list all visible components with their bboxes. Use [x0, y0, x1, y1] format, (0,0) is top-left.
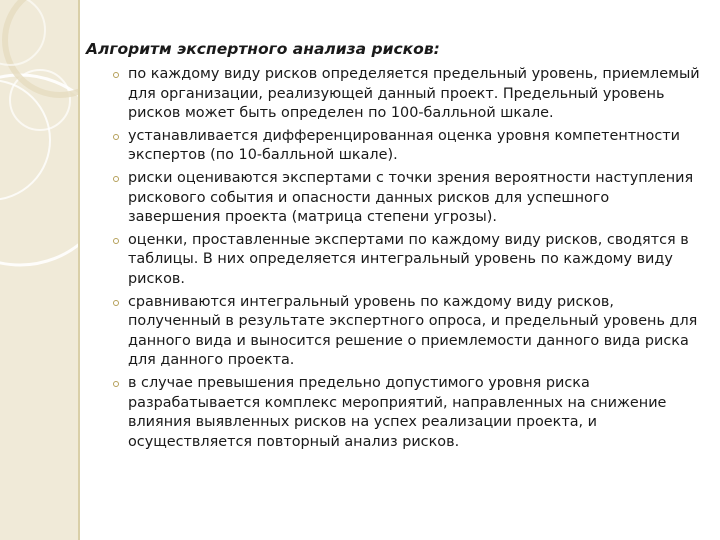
bullet-item: [86, 169, 706, 228]
bullet-item: [86, 127, 706, 166]
bullet-text: риски оцениваются экспертами с точки зрения вероятности наступления рискового события и опасности данных рисков для успешного завершения проекта (матрица степени угрозы).: [128, 169, 694, 226]
decorative-sidebar: [0, 0, 78, 540]
bullet-text: по каждому виду рисков определяется предельный уровень, приемлемый для организации, реализующей данный проект. Предельный уровень рисков может быть определен по 100-балльной шкале.: [128, 66, 700, 122]
slide-content: [86, 40, 706, 455]
bullet-text: оценки, проставленные экспертами по каждому виду рисков, сводятся в таблицы. В них определяется интегральный уровень по каждому виду рисков.: [128, 231, 689, 287]
bullet-circle-icon: [113, 238, 119, 244]
bullet-text: сравниваются интегральный уровень по каждому виду рисков, полученный в результате экспертного опроса, и предельный уровень для данного вида и выносится решение о приемлемости данного вида риска для данного проекта.: [128, 293, 698, 369]
bullet-circle-icon: [113, 381, 119, 387]
bullet-circle-icon: [113, 176, 119, 182]
bullet-item: [86, 231, 706, 290]
bullet-circle-icon: [113, 134, 119, 140]
slide-heading: Алгоритм экспертного анализа рисков:: [86, 40, 440, 58]
bullet-text: устанавливается дифференцированная оценка уровня компетентности экспертов (по 10-балльной шкале).: [128, 127, 681, 164]
bullet-item: [86, 65, 706, 124]
bullet-item: [86, 293, 706, 371]
bullet-circle-icon: [113, 300, 119, 306]
bullet-circle-icon: [113, 72, 119, 78]
bullet-item: [86, 374, 706, 452]
bullet-list: [86, 65, 706, 452]
decorative-circles: [0, 0, 78, 540]
bullet-text: в случае превышения предельно допустимого уровня риска разрабатывается комплекс мероприятий, направленных на снижение влияния выявленных рисков на успех реализации проекта, и осуществляется повторный анализ рисков.: [128, 374, 667, 450]
sidebar-divider: [78, 0, 80, 540]
